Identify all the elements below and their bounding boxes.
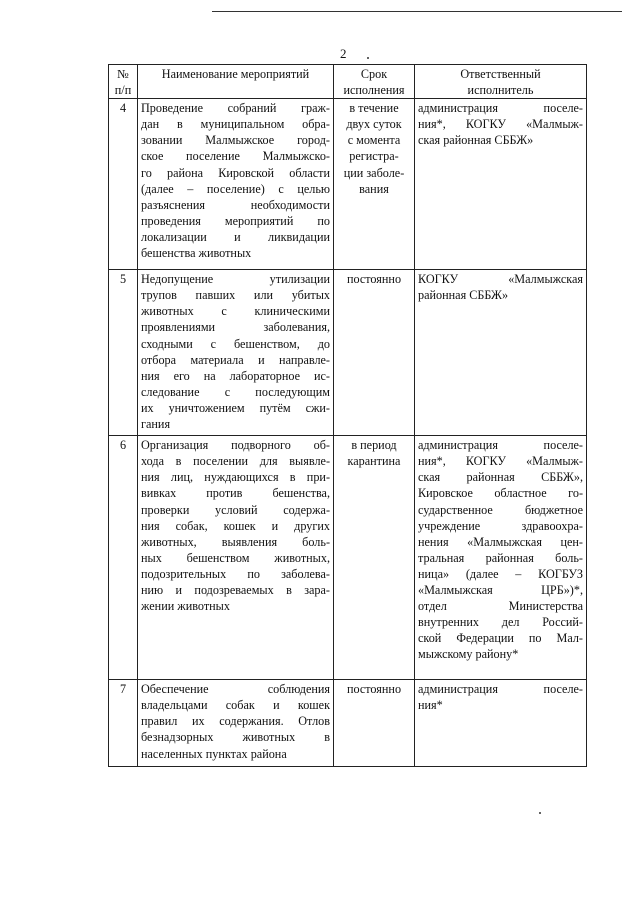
responsible-line: ской Федерации по Мал- — [418, 631, 583, 646]
measure-name-line: ское поселение Малмыжско- — [141, 149, 330, 164]
responsible-line: районная СББЖ» — [418, 288, 509, 303]
measure-name-line: вивках против бешенства, — [141, 486, 330, 501]
scan-dot — [367, 57, 369, 59]
table-row — [109, 270, 587, 436]
row-number: 4 — [109, 99, 138, 270]
measure-name-line: ния собак, кошек и других — [141, 518, 330, 533]
deadline-line: в период — [351, 438, 397, 453]
header-term — [334, 65, 415, 99]
responsible-line: ница» (далее – КОГБУЗ — [418, 566, 583, 581]
measure-name-line: трупов павших или убитых — [141, 288, 330, 303]
page-number: 2 — [340, 46, 347, 61]
header-name-line1: Наименование мероприятий — [161, 67, 310, 81]
table-header-row — [109, 65, 587, 99]
measure-name-line: животных с клиническими — [141, 304, 330, 319]
responsible-line: ния*, КОГКУ «Малмыж- — [418, 454, 583, 469]
measure-name-line: нию и подозреваемых в зара- — [141, 583, 330, 598]
measure-name-line: проведения мероприятий по — [141, 213, 330, 228]
measure-name-line: ных бешенством животных, — [141, 550, 330, 565]
header-term-line1: Срок — [360, 67, 388, 81]
measure-name-cell — [138, 270, 334, 436]
responsible-line: Кировское областное го- — [418, 486, 583, 501]
deadline-line: двух суток — [346, 117, 402, 132]
deadline-line: с момента — [347, 133, 401, 148]
responsible-cell — [415, 680, 587, 767]
responsible-line: тральная районная боль- — [418, 550, 583, 565]
header-name — [138, 65, 334, 99]
measure-name-line: отбора материала и направле- — [141, 352, 330, 367]
deadline-cell — [334, 436, 415, 680]
measure-name-line: Проведение собраний граж- — [141, 101, 330, 116]
header-responsible-line1: Ответственный — [460, 67, 541, 81]
responsible-line: ния* — [418, 698, 443, 713]
measure-name-line: их уничтожением путём сжи- — [141, 400, 330, 415]
measure-name-line: проверки условий содержа- — [141, 502, 330, 517]
measure-name-line: ния его на лабораторное ис- — [141, 368, 330, 383]
responsible-line: ния*, КОГКУ «Малмыж- — [418, 117, 583, 132]
header-term-line2: исполнения — [343, 83, 405, 98]
measure-name-line: жении животных — [141, 599, 230, 614]
responsible-line: внутренних дел Россий- — [418, 615, 583, 630]
deadline-line: постоянно — [346, 682, 402, 697]
header-num — [109, 65, 138, 99]
deadline-line: ции заболе- — [343, 165, 405, 180]
responsible-line: «Малмыжская ЦРБ»)*, — [418, 583, 583, 598]
measure-name-line: ния лиц, нуждающихся в при- — [141, 470, 330, 485]
measure-name-line: дан в муниципальном обра- — [141, 117, 330, 132]
measure-name-line: локализации и ликвидации — [141, 229, 330, 244]
table-row — [109, 436, 587, 680]
measure-name-line: следование с последующим — [141, 384, 330, 399]
deadline-cell — [334, 680, 415, 767]
deadline-line: вания — [359, 181, 389, 196]
measure-name-line: Организация подворного об- — [141, 438, 330, 453]
header-responsible — [415, 65, 587, 99]
row-number: 5 — [109, 270, 138, 436]
measure-name-cell — [138, 436, 334, 680]
measure-name-line: хода в поселении для выявле- — [141, 454, 330, 469]
measure-name-line: Обеспечение соблюдения — [141, 682, 330, 697]
measure-name-cell — [138, 680, 334, 767]
header-num-line1: № — [117, 67, 129, 81]
responsible-line: учреждение здравоохра- — [418, 518, 583, 533]
measure-name-line: проявлениями заболевания, — [141, 320, 330, 335]
responsible-line: администрация поселе- — [418, 438, 583, 453]
measure-name-line: гания — [141, 417, 171, 432]
deadline-line: регистра- — [349, 149, 399, 164]
measure-name-line: населенных пунктах района — [141, 746, 287, 761]
row-number: 6 — [109, 436, 138, 680]
measure-name-line: владельцами собак и кошек — [141, 698, 330, 713]
deadline-line: карантина — [347, 454, 401, 469]
responsible-line: мыжскому району* — [418, 647, 519, 662]
measure-name-line: правил их содержания. Отлов — [141, 714, 330, 729]
header-responsible-line2: исполнитель — [467, 83, 534, 98]
header-num-line2: п/п — [114, 83, 132, 98]
measure-name-line: безнадзорных животных в — [141, 730, 330, 745]
responsible-line: администрация поселе- — [418, 101, 583, 116]
responsible-cell — [415, 99, 587, 270]
responsible-cell — [415, 436, 587, 680]
measure-name-line: подозрительных по заболева- — [141, 566, 330, 581]
responsible-line: сударственное бюджетное — [418, 502, 583, 517]
responsible-cell — [415, 270, 587, 436]
measure-name-line: сходными с бешенством, до — [141, 336, 330, 351]
responsible-line: нения «Малмыжская цен- — [418, 534, 583, 549]
table-row — [109, 680, 587, 767]
measure-name-line: бешенства животных — [141, 246, 252, 261]
measures-table — [108, 64, 587, 767]
responsible-line: администрация поселе- — [418, 682, 583, 697]
measure-name-line: Недопущение утилизации — [141, 272, 330, 287]
responsible-line: КОГКУ «Малмыжская — [418, 272, 583, 287]
measure-name-line: (далее – поселение) с целью — [141, 181, 330, 196]
row-number: 7 — [109, 680, 138, 767]
deadline-cell — [334, 270, 415, 436]
deadline-line: в течение — [349, 101, 399, 116]
responsible-line: ская районная СББЖ», — [418, 470, 583, 485]
measure-name-line: животных, выявления боль- — [141, 534, 330, 549]
responsible-line: ская районная СББЖ» — [418, 133, 534, 148]
deadline-line: постоянно — [346, 272, 402, 287]
measure-name-cell — [138, 99, 334, 270]
responsible-line: отдел Министерства — [418, 599, 583, 614]
table-row — [109, 99, 587, 270]
measure-name-line: го района Кировской области — [141, 165, 330, 180]
deadline-cell — [334, 99, 415, 270]
scan-dot — [539, 812, 541, 814]
measure-name-line: зовании Малмыжское город- — [141, 133, 330, 148]
top-rule — [212, 11, 622, 12]
measure-name-line: разъяснения необходимости — [141, 197, 330, 212]
